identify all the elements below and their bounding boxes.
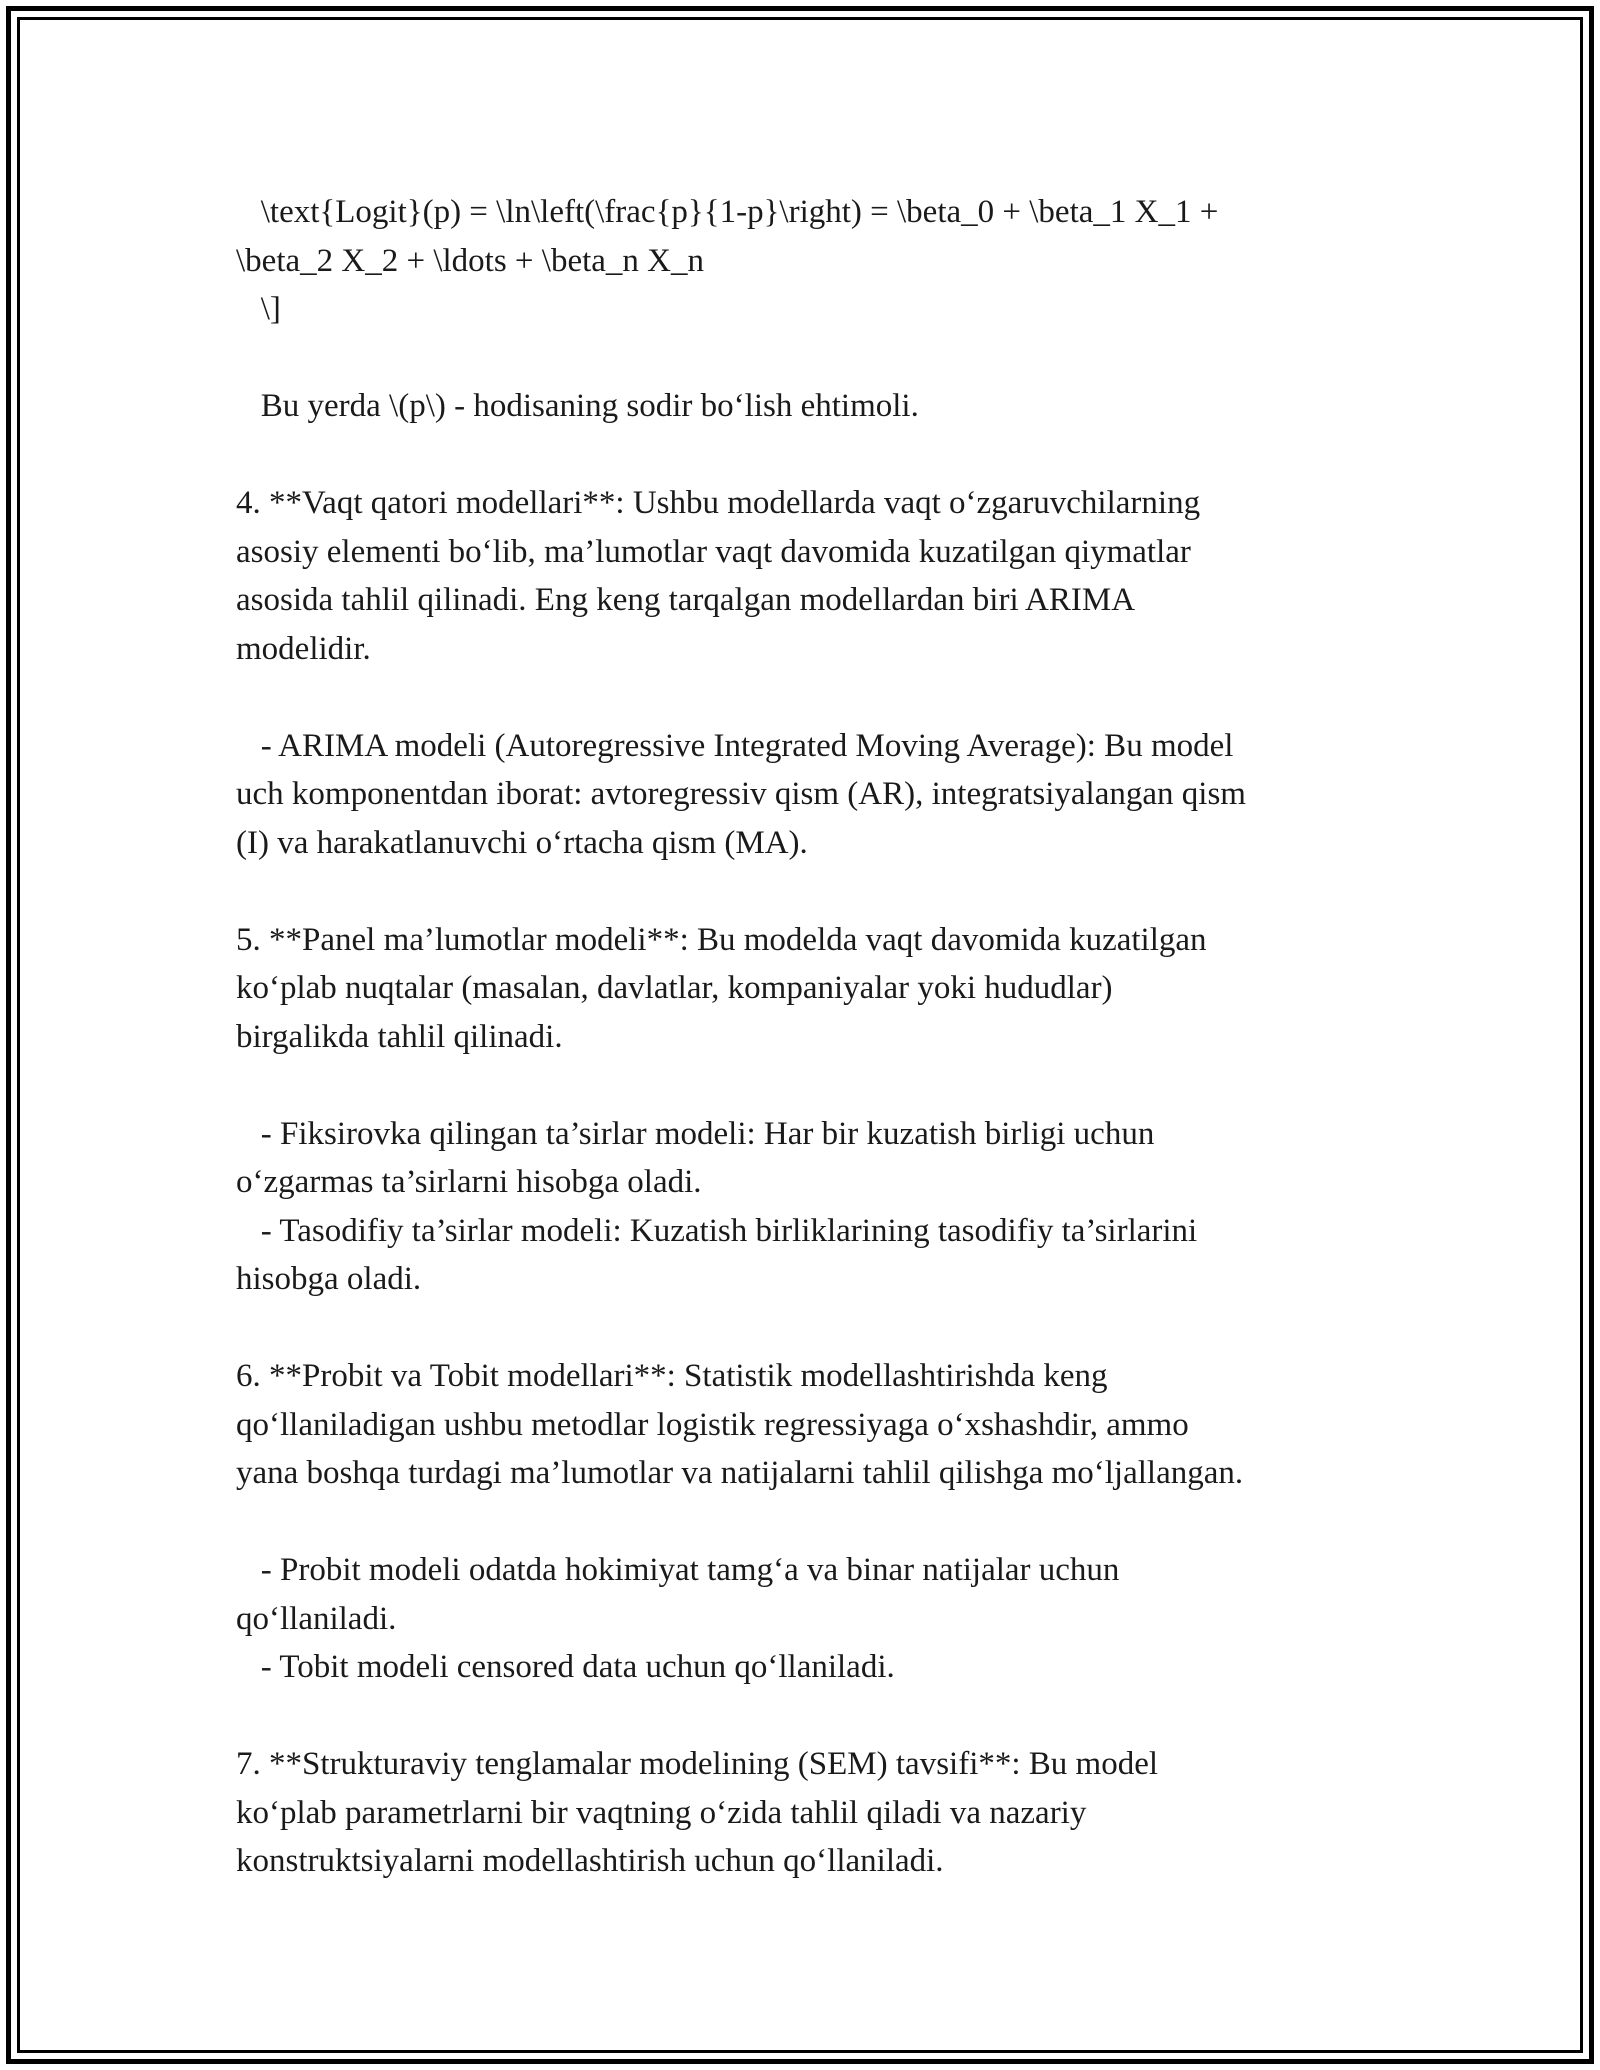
blank-line — [236, 1498, 1386, 1547]
blank-line — [236, 867, 1386, 916]
text-line: konstruktsiyalarni modellashtirish uchun qo‘llaniladi. — [236, 1843, 944, 1879]
document-body — [236, 188, 1386, 1886]
text-line: yana boshqa turdagi ma’lumotlar va natijalarni tahlil qilishga mo‘ljallangan. — [236, 1455, 1244, 1491]
text-line: asosiy elementi bo‘lib, ma’lumotlar vaqt davomida kuzatilgan qiymatlar — [236, 533, 1191, 570]
text-line: 6. **Probit va Tobit modellari**: Statistik modellashtirishda keng — [236, 1358, 1108, 1394]
text-line: 5. **Panel ma’lumotlar modeli**: Bu modelda vaqt davomida kuzatilgan — [236, 921, 1207, 958]
blank-line — [236, 334, 1386, 383]
text-line: - Tobit modeli censored data uchun qo‘llaniladi. — [236, 1649, 895, 1685]
text-line: hisobga oladi. — [236, 1261, 422, 1297]
formula-line: \] — [236, 291, 281, 327]
text-line: ko‘plab nuqtalar (masalan, davlatlar, kompaniyalar yoki hududlar) — [236, 970, 1113, 1006]
text-line: - Tasodifiy ta’sirlar modeli: Kuzatish birliklarining tasodifiy ta’sirlarini — [236, 1212, 1198, 1249]
text-line: - Probit modeli odatda hokimiyat tamg‘a va binar natijalar uchun — [236, 1552, 1120, 1588]
blank-line — [236, 1304, 1386, 1353]
text-line: asosida tahlil qilinadi. Eng keng tarqalgan modellardan biri ARIMA — [236, 582, 1136, 618]
text-line: 7. **Strukturaviy tenglamalar modelining (SEM) tavsifi**: Bu model — [236, 1746, 1159, 1782]
text-line: qo‘llaniladigan ushbu metodlar logistik regressiyaga o‘xshashdir, ammo — [236, 1406, 1189, 1443]
text-line: birgalikda tahlil qilinadi. — [236, 1018, 563, 1055]
text-line: - ARIMA modeli (Autoregressive Integrated Moving Average): Bu model — [236, 727, 1234, 764]
text-line: qo‘llaniladi. — [236, 1600, 397, 1637]
text-line: (I) va harakatlanuvchi o‘rtacha qism (MA). — [236, 824, 808, 861]
text-line: uch komponentdan iborat: avtoregressiv qism (AR), integratsiyalangan qism — [236, 776, 1246, 812]
blank-line — [236, 1061, 1386, 1110]
formula-line: \text{Logit}(p) = \ln\left(\frac{p}{1-p}\right) = \beta_0 + \beta_1 X_1 + — [236, 194, 1219, 230]
blank-line — [236, 673, 1386, 722]
text-line: ko‘plab parametrlarni bir vaqtning o‘zida tahlil qiladi va nazariy — [236, 1794, 1087, 1831]
text-line: Bu yerda \(p\) - hodisaning sodir bo‘lish ehtimoli. — [236, 388, 919, 424]
text-line: modelidir. — [236, 630, 371, 667]
text-line: 4. **Vaqt qatori modellari**: Ushbu modellarda vaqt o‘zgaruvchilarning — [236, 485, 1201, 521]
text-line: - Fiksirovka qilingan ta’sirlar modeli: Har bir kuzatish birligi uchun — [236, 1115, 1155, 1152]
blank-line — [236, 1692, 1386, 1741]
blank-line — [236, 431, 1386, 480]
formula-line: \beta_2 X_2 + \ldots + \beta_n X_n — [236, 242, 704, 279]
text-line: o‘zgarmas ta’sirlarni hisobga oladi. — [236, 1164, 702, 1200]
